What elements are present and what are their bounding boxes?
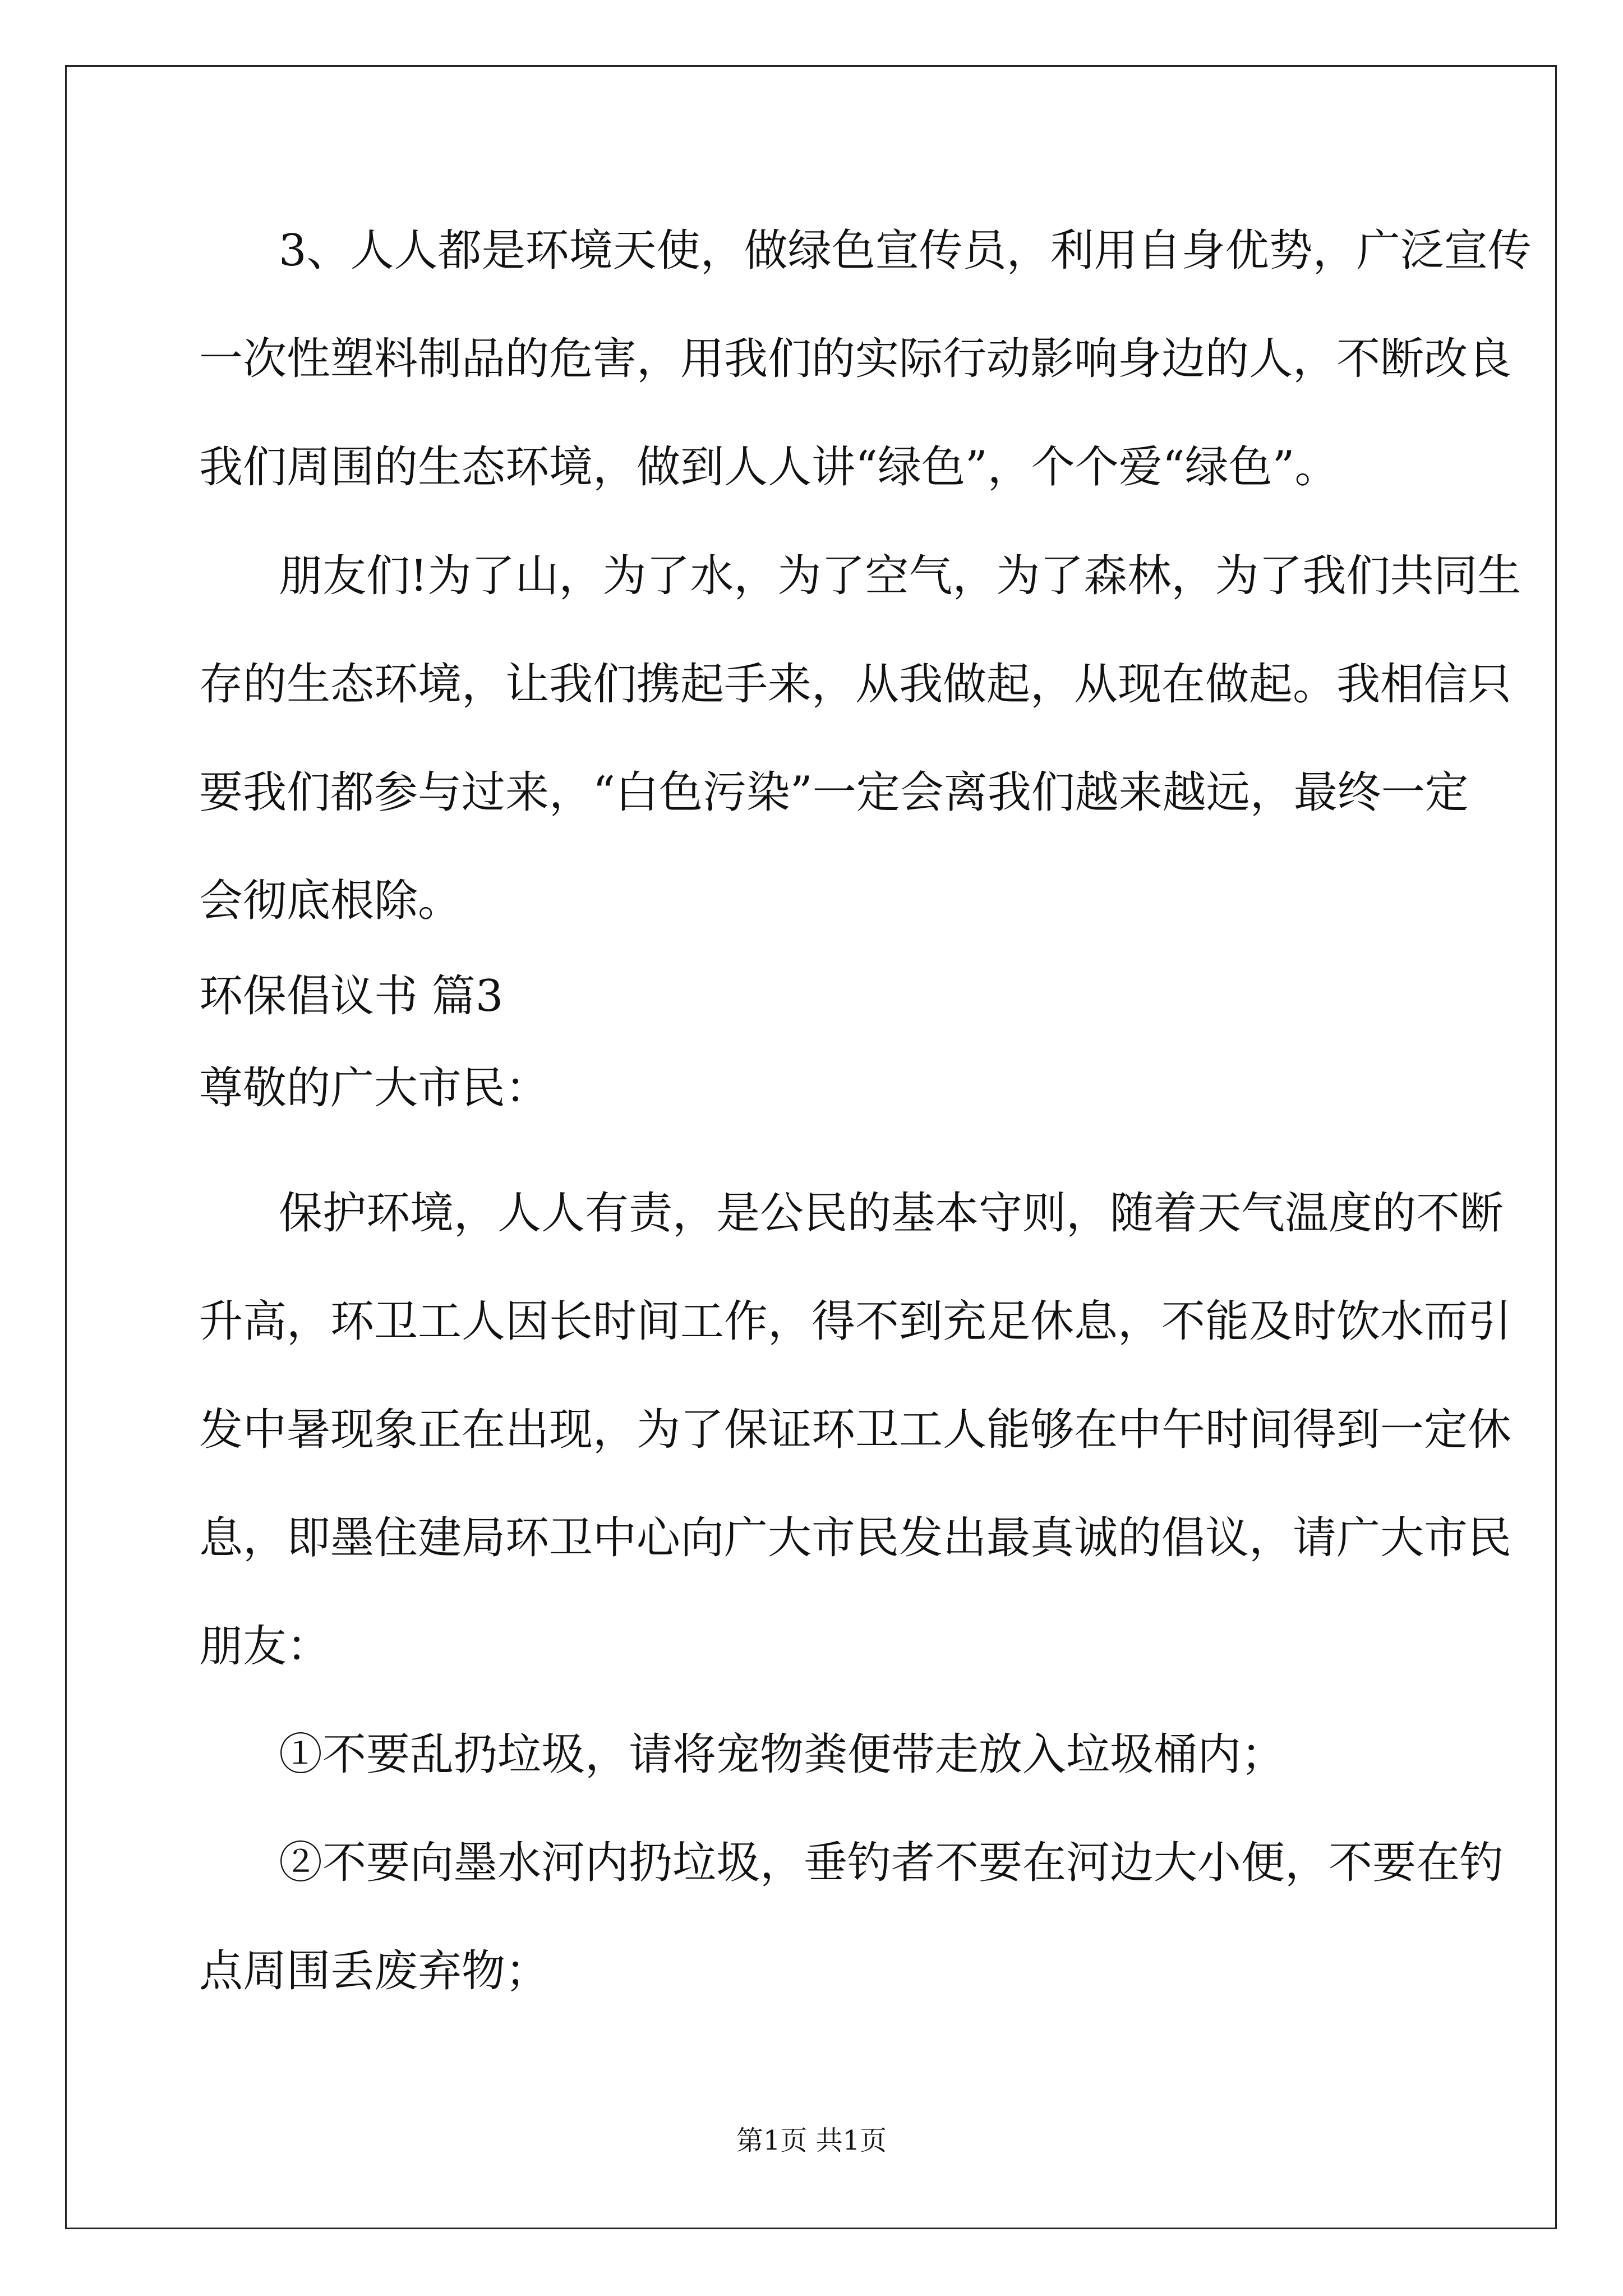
paragraph-3-line-4: 息，即墨住建局环卫中心向广大市民发出最真诚的倡议，请广大市民	[199, 1513, 1512, 1563]
paragraph-3-line-1: 保护环境，人人有责，是公民的基本守则，随着天气温度的不断	[279, 1188, 1504, 1239]
paragraph-1-line-2: 一次性塑料制品的危害，用我们的实际行动影响身边的人，不断改良	[199, 334, 1512, 384]
list-item-1: ①不要乱扔垃圾，请将宠物粪便带走放入垃圾桶内；	[279, 1729, 1285, 1780]
section-heading: 环保倡议书 篇3	[199, 971, 504, 1022]
paragraph-2-line-1: 朋友们!为了山，为了水，为了空气，为了森林，为了我们共同生	[279, 551, 1521, 601]
paragraph-2-line-3: 要我们都参与过来，“白色污染”一定会离我们越来越远，最终一定	[199, 767, 1469, 818]
paragraph-1-line-3: 我们周围的生态环境，做到人人讲“绿色”，个个爱“绿色”。	[199, 442, 1339, 493]
list-item-2-line-2: 点周围丢废弃物；	[199, 1946, 550, 1996]
list-item-2-line-1: ②不要向墨水河内扔垃圾，垂钓者不要在河边大小便，不要在钓	[279, 1838, 1504, 1888]
paragraph-1-line-1: 3、人人都是环境天使，做绿色宣传员，利用自身优势，广泛宣传	[279, 226, 1532, 276]
paragraph-3-line-3: 发中暑现象正在出现，为了保证环卫工人能够在中午时间得到一定休	[199, 1405, 1512, 1455]
paragraph-3-line-5: 朋友：	[199, 1621, 331, 1672]
paragraph-2-line-2: 存的生态环境，让我们携起手来，从我做起，从现在做起。我相信只	[199, 659, 1512, 710]
paragraph-3-line-2: 升高，环卫工人因长时间工作，得不到充足休息，不能及时饮水而引	[199, 1296, 1512, 1347]
paragraph-2-line-4: 会彻底根除。	[199, 876, 462, 926]
salutation: 尊敬的广大市民：	[199, 1063, 550, 1114]
page-footer: 第1页 共1页	[736, 2125, 887, 2156]
